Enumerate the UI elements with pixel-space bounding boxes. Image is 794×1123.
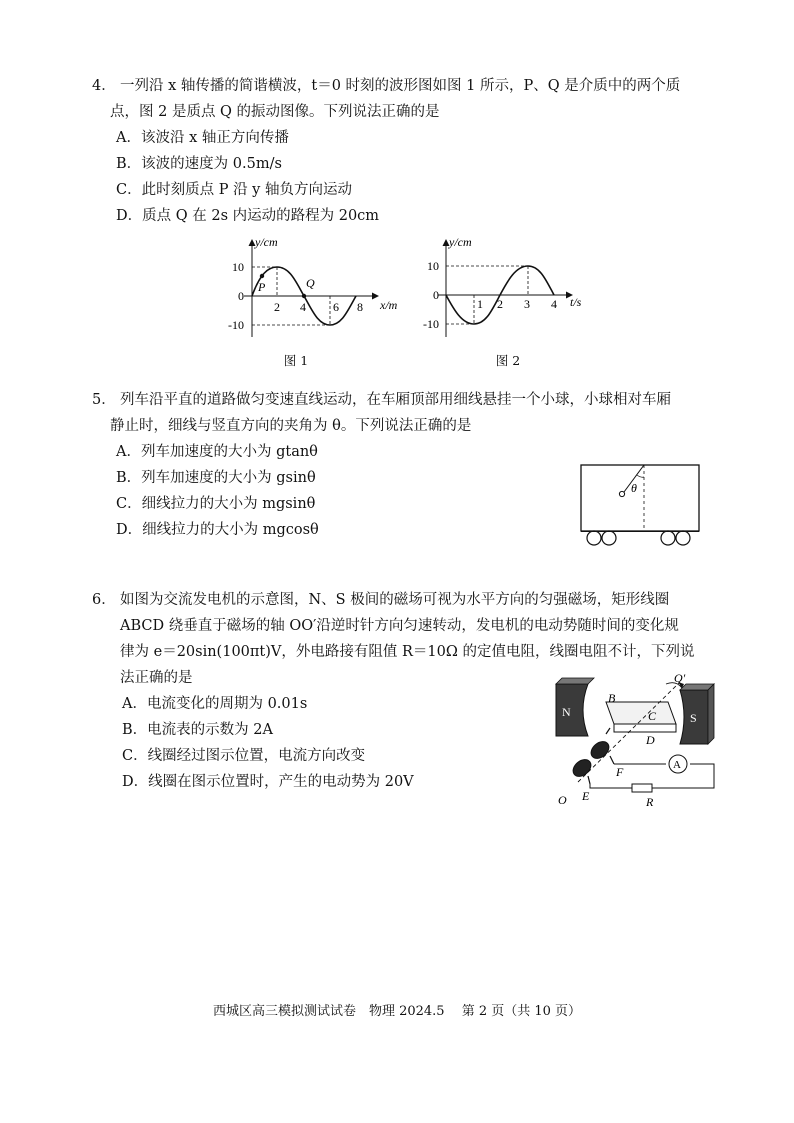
fig2-ytick-0: 0: [433, 288, 439, 302]
fig2-xtick-2: 2: [497, 297, 503, 311]
fig2-xtick-4: 4: [551, 297, 557, 311]
q4-option-d: D．质点 Q 在 2s 内运动的路程为 20cm: [116, 208, 380, 224]
fig2-ylabel: y/cm: [449, 235, 472, 249]
fig1-xtick-6: 6: [333, 300, 339, 314]
fig1-xtick-2: 2: [274, 300, 280, 314]
label-r: R: [646, 795, 654, 809]
q4-stem-line1: 一列沿 x 轴传播的简谐横波，t＝0 时刻的波形图如图 1 所示，P、Q 是介质中的两个质: [120, 78, 681, 94]
label-b: B: [608, 691, 616, 705]
label-c: C: [648, 709, 657, 723]
fig1-point-q: [302, 294, 306, 298]
brush-f: [610, 756, 614, 764]
q5-stem-line2: 静止时，细线与竖直方向的夹角为 θ。下列说法正确的是: [110, 418, 472, 434]
q4-option-a: A．该波沿 x 轴正方向传播: [116, 130, 289, 146]
q5-train-carriage-figure: [576, 462, 706, 550]
ammeter-label: A: [673, 759, 681, 771]
q6-stem-line1: 如图为交流发电机的示意图，N、S 极间的磁场可视为水平方向的匀强磁场，矩形线圈: [120, 592, 670, 608]
fig1-xtick-4: 4: [300, 300, 306, 314]
q5-option-a: A．列车加速度的大小为 gtanθ: [116, 444, 318, 460]
carriage-body: [581, 465, 699, 531]
wheel: [602, 531, 616, 545]
page-footer: 西城区高三模拟测试试卷 物理 2024.5 第 2 页（共 10 页）: [212, 1004, 582, 1019]
resistor: [632, 784, 652, 792]
q5-option-d: D．细线拉力的大小为 mgcosθ: [116, 522, 319, 538]
q5-option-c: C．细线拉力的大小为 mgsinθ: [116, 496, 316, 512]
q4-option-c: C．此时刻质点 P 沿 y 轴负方向运动: [116, 182, 352, 198]
fig1-label-p: P: [258, 280, 266, 294]
wheel: [587, 531, 601, 545]
fig1-xlabel: x/m: [380, 298, 398, 312]
q6-stem-line3: 律为 e＝20sin(100πt)V，外电路接有阻值 R＝10Ω 的定值电阻，线圈电阻不计，下列说: [120, 644, 695, 660]
q4-number: 4．: [92, 78, 116, 94]
q4-figure2-vibration-graph: [420, 232, 600, 347]
slip-ring: [570, 756, 594, 780]
q4-figure2-caption: 图 2: [495, 353, 521, 368]
hanging-ball: [619, 491, 624, 496]
q5-stem-line1: 列车沿平直的道路做匀变速直线运动，在车厢顶部用细线悬挂一个小球，小球相对车厢: [120, 392, 671, 408]
wheel: [676, 531, 690, 545]
label-d: D: [646, 733, 655, 747]
q4-option-b: B．该波的速度为 0.5m/s: [116, 156, 282, 172]
q6-ac-generator-figure: [548, 672, 728, 812]
q6-number: 6．: [92, 592, 116, 608]
fig1-ytick-neg10: -10: [228, 318, 244, 332]
q6-option-b: B．电流表的示数为 2A: [122, 722, 273, 738]
s-pole-label: S: [690, 711, 697, 725]
fig2-ytick-neg10: -10: [423, 317, 439, 331]
fig2-ytick-10: 10: [427, 259, 439, 273]
fig1-point-p: [260, 274, 264, 278]
wheel: [661, 531, 675, 545]
q6-option-c: C．线圈经过图示位置，电流方向改变: [122, 748, 366, 764]
fig1-ytick-0: 0: [238, 289, 244, 303]
label-e: E: [582, 789, 590, 803]
q4-figure1-wave-graph: [222, 232, 402, 347]
fig2-xlabel: t/s: [570, 295, 582, 309]
fig2-xtick-1: 1: [477, 297, 483, 311]
q6-stem-line4: 法正确的是: [120, 670, 193, 686]
q4-figure1-caption: 图 1: [283, 353, 309, 368]
n-pole-label: N: [562, 705, 571, 719]
q6-option-d: D．线圈在图示位置时，产生的电动势为 20V: [122, 774, 414, 790]
fig1-label-q: Q: [306, 276, 315, 290]
slip-ring: [588, 738, 612, 762]
q6-stem-line2: ABCD 绕垂直于磁场的轴 OO′沿逆时针方向匀速转动，发电机的电动势随时间的变化规: [120, 618, 679, 634]
label-o-prime: O′: [674, 672, 686, 685]
q4-stem-line2: 点，图 2 是质点 Q 的振动图像。下列说法正确的是: [110, 104, 440, 120]
fig1-ylabel: y/cm: [255, 235, 278, 249]
fig1-xtick-8: 8: [357, 300, 363, 314]
q5-option-b: B．列车加速度的大小为 gsinθ: [116, 470, 316, 486]
q5-number: 5．: [92, 392, 116, 408]
brush-e: [588, 776, 590, 784]
label-f: F: [616, 765, 624, 779]
n-pole-magnet: [556, 684, 588, 736]
fig1-ytick-10: 10: [232, 260, 244, 274]
angle-theta-label: θ: [631, 481, 637, 495]
label-o: O: [558, 793, 567, 807]
fig2-xtick-3: 3: [524, 297, 530, 311]
q6-option-a: A．电流变化的周期为 0.01s: [122, 696, 308, 712]
